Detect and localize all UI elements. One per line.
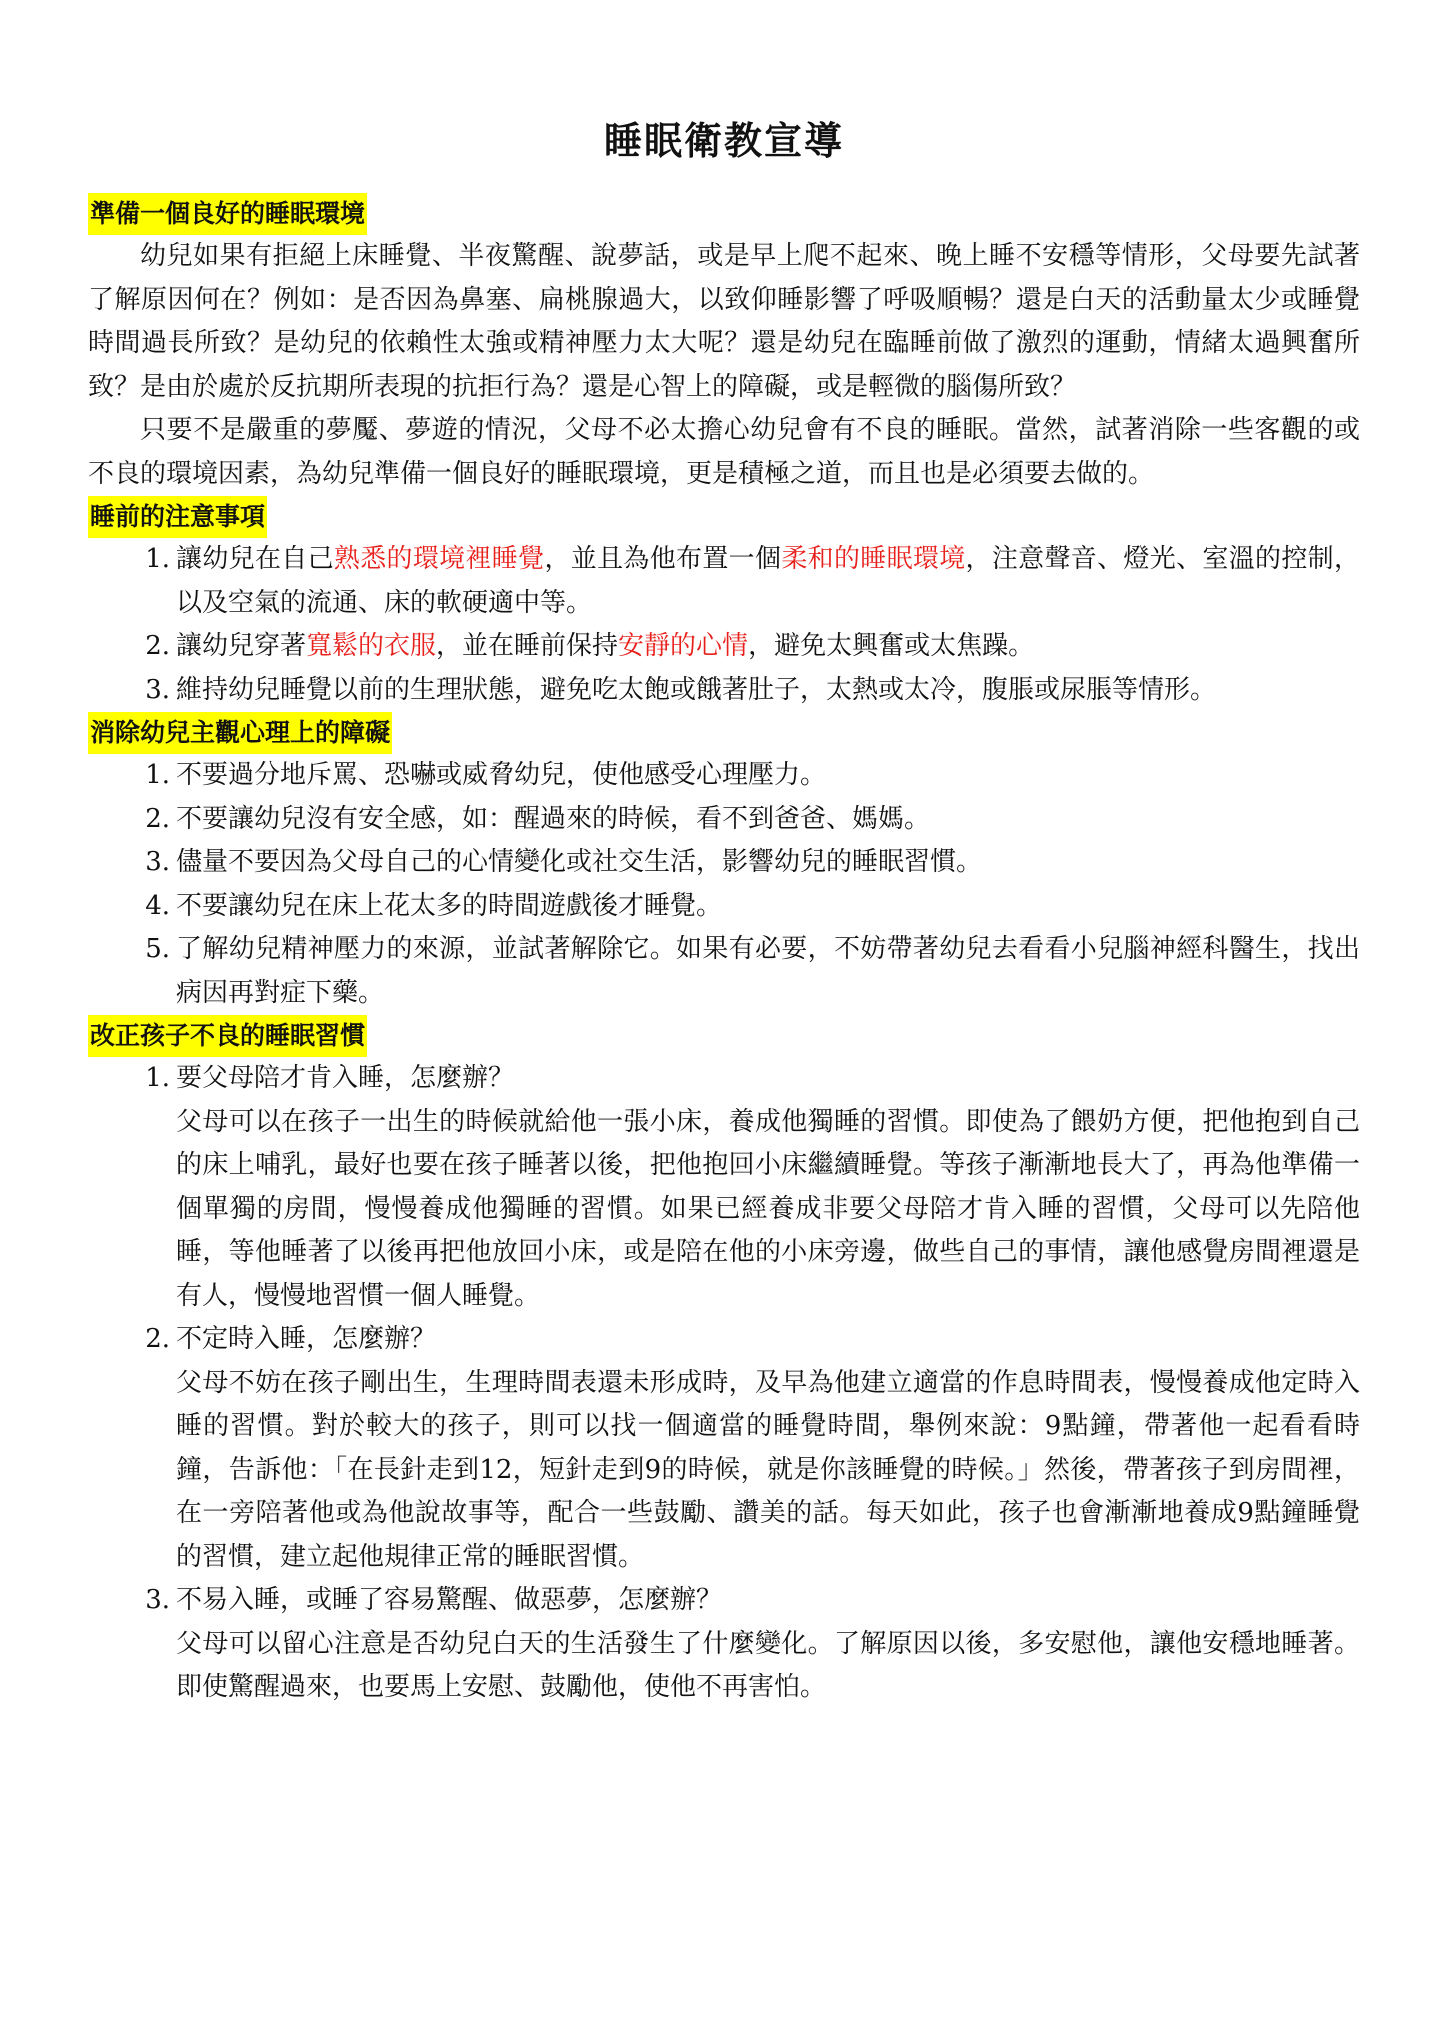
list-item: [88, 538, 1360, 625]
list-item: [88, 1057, 1360, 1318]
item-text: 儘量不要因為父母自己的心情變化或社交生活，影響幼兒的睡眠習慣。: [176, 847, 983, 877]
numbered-list: [88, 538, 1360, 712]
item-number: 4.: [145, 890, 170, 921]
numbered-list: [88, 1057, 1360, 1710]
emphasis-text: 熟悉的環境裡睡覺: [333, 544, 545, 574]
emphasis-text: 柔和的睡眠環境: [781, 544, 966, 574]
item-text: 不要過分地斥罵、恐嚇或威脅幼兒，使他感受心理壓力。: [176, 760, 827, 790]
section-correct-habits: [88, 1015, 1360, 1710]
item-text: 讓幼兒穿著寬鬆的衣服，並在睡前保持安靜的心情，避免太興奮或太焦躁。: [176, 631, 1035, 661]
page-title: 睡眠衛教宣導: [603, 119, 844, 163]
list-item: [88, 885, 1360, 929]
item-text: 維持幼兒睡覺以前的生理狀態，避免吃太飽或餓著肚子，太熱或太冷，腹脹或尿脹等情形。: [176, 674, 1217, 705]
item-answer: 父母可以在孩子一出生的時候就給他一張小床，養成他獨睡的習慣。即使為了餵奶方便，把他抱到自己的床上哺乳，最好也要在孩子睡著以後，把他抱回小床繼續睡覺。等孩子漸漸地長大了，再為他準備一個單獨的房間，慢慢養成他獨睡的習慣。如果已經養成非要父母陪才肯入睡的習慣，父母可以先陪他睡，等他睡著了以後再把他放回小床，或是陪在他的小床旁邊，做些自己的事情，讓他感覺房間裡還是有人，慢慢地習慣一個人睡覺。: [176, 1106, 1360, 1311]
section-heading: 睡前的注意事項: [88, 496, 267, 538]
item-number: 2.: [145, 803, 170, 834]
item-number: 1.: [145, 1063, 170, 1093]
paragraph: 幼兒如果有拒絕上床睡覺、半夜驚醒、說夢話，或是早上爬不起來、晚上睡不安穩等情形，父母要先試著了解原因何在？例如：是否因為鼻塞、扁桃腺過大，以致仰睡影響了呼吸順暢？還是白天的活動量太少或睡覺時間過長所致？是幼兒的依賴性太強或精神壓力太大呢？還是幼兒在臨睡前做了激烈的運動，情緒太過興奮所致？是由於處於反抗期所表現的抗拒行為？還是心智上的障礙，或是輕微的腦傷所致？: [88, 241, 1360, 402]
numbered-list: [88, 754, 1360, 1015]
item-number: 1.: [145, 760, 170, 790]
item-question-row: [88, 1057, 1360, 1101]
list-item: [88, 754, 1360, 798]
item-text: 不要讓幼兒沒有安全感，如：醒過來的時候，看不到爸爸、媽媽。: [176, 803, 931, 834]
list-item: [88, 1579, 1360, 1710]
item-text: 了解幼兒精神壓力的來源，並試著解除它。如果有必要，不妨帶著幼兒去看看小兒腦神經科醫生，找出病因再對症下藥。: [176, 934, 1360, 1008]
item-question: 要父母陪才肯入睡，怎麼辦？: [176, 1063, 515, 1093]
paragraph: 只要不是嚴重的夢魘、夢遊的情況，父母不必太擔心幼兒會有不良的睡眠。當然，試著消除一些客觀的或不良的環境因素，為幼兒準備一個良好的睡眠環境，更是積極之道，而且也是必須要去做的。: [88, 415, 1360, 489]
item-text: 不要讓幼兒在床上花太多的時間遊戲後才睡覺。: [176, 890, 723, 921]
section-heading: 改正孩子不良的睡眠習慣: [88, 1015, 367, 1057]
section-heading: 準備一個良好的睡眠環境: [88, 193, 367, 235]
emphasis-text: 寬鬆的衣服: [306, 631, 437, 661]
item-text: 讓幼兒在自己熟悉的環境裡睡覺，並且為他布置一個柔和的睡眠環境，注意聲音、燈光、室溫的控制，以及空氣的流通、床的軟硬適中等。: [176, 544, 1360, 618]
item-answer: 父母可以留心注意是否幼兒白天的生活發生了什麼變化。了解原因以後，多安慰他，讓他安穩地睡著。即使驚醒過來，也要馬上安慰、鼓勵他，使他不再害怕。: [176, 1628, 1360, 1702]
item-number: 3.: [145, 1585, 170, 1615]
item-question-row: [88, 1318, 1360, 1362]
item-number: 3.: [145, 674, 170, 705]
item-question: 不易入睡，或睡了容易驚醒、做惡夢，怎麼辦？: [176, 1585, 723, 1615]
item-question: 不定時入睡，怎麼辦？: [176, 1324, 437, 1354]
item-number: 5.: [145, 934, 170, 964]
section-before-sleep: [88, 496, 1360, 712]
item-question-row: [88, 1579, 1360, 1623]
item-number: 1.: [145, 544, 170, 574]
list-item: [88, 798, 1360, 842]
emphasis-text: 安靜的心情: [618, 631, 749, 661]
list-item: [88, 841, 1360, 885]
section-sleep-environment: [88, 193, 1360, 496]
item-number: 2.: [145, 1324, 170, 1354]
item-number: 2.: [145, 631, 170, 661]
section-heading: 消除幼兒主觀心理上的障礙: [88, 712, 392, 754]
list-item: [88, 1318, 1360, 1579]
item-number: 3.: [145, 847, 170, 877]
list-item: [88, 625, 1360, 669]
section-psychological-barriers: [88, 712, 1360, 1015]
list-item: [88, 669, 1360, 713]
item-answer: 父母不妨在孩子剛出生，生理時間表還未形成時，及早為他建立適當的作息時間表，慢慢養成他定時入睡的習慣。對於較大的孩子，則可以找一個適當的睡覺時間，舉例來說：9點鐘，帶著他一起看看時鐘，告訴他：「在長針走到12，短針走到9的時候，就是你該睡覺的時候。」然後，帶著孩子到房間裡，在一旁陪著他或為他說故事等，配合一些鼓勵、讚美的話。每天如此，孩子也會漸漸地養成9點鐘睡覺的習慣，建立起他規律正常的睡眠習慣。: [176, 1367, 1360, 1572]
list-item: [88, 928, 1360, 1015]
